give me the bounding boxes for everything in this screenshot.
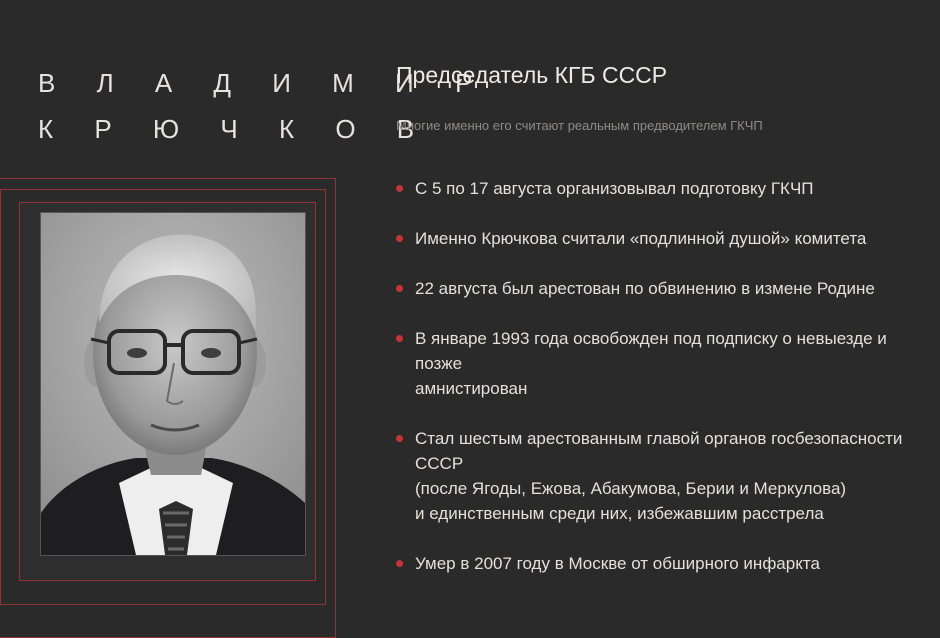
facts-list — [396, 176, 916, 601]
bullet-icon — [396, 335, 403, 342]
portrait-image — [41, 213, 305, 555]
list-item — [396, 426, 916, 526]
list-item — [396, 276, 916, 301]
list-item — [396, 226, 916, 251]
bullet-icon — [396, 235, 403, 242]
bullet-icon — [396, 435, 403, 442]
first-name: В Л А Д И М И Р — [38, 68, 490, 98]
page-subtitle: Многие именно его считают реальным предводителем ГКЧП — [396, 118, 763, 133]
fact-text: С 5 по 17 августа организовывал подготовку ГКЧП — [415, 179, 814, 198]
fact-text: Стал шестым арестованным главой органов госбезопасности СССР (после Ягоды, Ежова, Абакумова, Берии и Меркулова) и единственным среди них, избежавшим расстрела — [415, 429, 903, 523]
bullet-icon — [396, 285, 403, 292]
portrait-photo — [41, 213, 305, 555]
fact-text: В январе 1993 года освобожден под подписку о невыезде и позже амнистирован — [415, 329, 887, 398]
fact-text: Умер в 2007 году в Москве от обширного инфаркта — [415, 554, 820, 573]
list-item — [396, 176, 916, 201]
fact-text: Именно Крючкова считали «подлинной душой» комитета — [415, 229, 867, 248]
bullet-icon — [396, 185, 403, 192]
list-item — [396, 551, 916, 576]
fact-text: 22 августа был арестован по обвинению в измене Родине — [415, 279, 875, 298]
bullet-icon — [396, 560, 403, 567]
list-item — [396, 326, 916, 401]
page-title: Председатель КГБ СССР — [396, 62, 668, 88]
last-name: К Р Ю Ч К О В — [38, 114, 432, 144]
